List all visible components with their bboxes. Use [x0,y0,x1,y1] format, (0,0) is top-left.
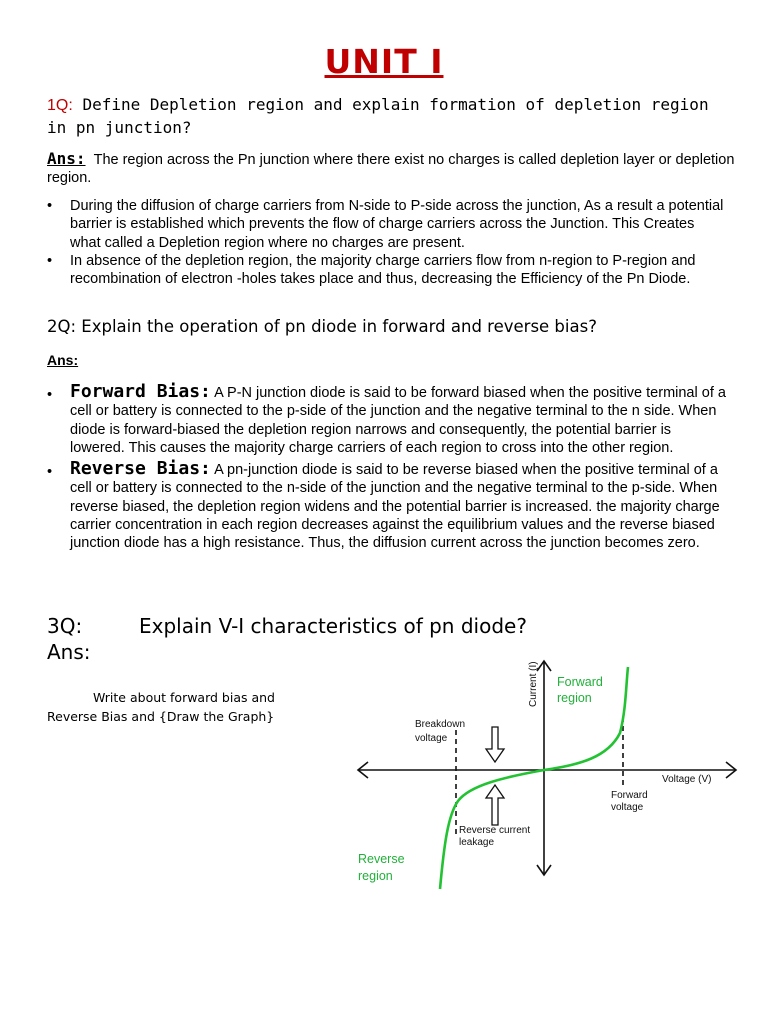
list-item [47,252,727,289]
question-1-text: Define Depletion region and explain formation of depletion region in pn junction? [47,95,709,137]
bullet-text: In absence of the depletion region, the majority charge carriers flow from n-region to P-region and recombination of electron -holes takes place and thus, decreasing the Efficiency of the Pn Diode. [70,252,696,288]
answer-3-label: Ans: [47,640,91,664]
question-2-text: : Explain the operation of pn diode in forward and reverse bias? [70,317,597,336]
forward-voltage-label-1: Forward [611,790,648,801]
list-item [47,383,727,457]
breakdown-label-1: Breakdown [415,719,466,730]
leakage-label-1: Reverse current [459,825,531,836]
forward-region-label-1: Forward [557,675,603,689]
question-3-text: Explain V-I characteristics of pn diode? [139,614,527,638]
answer-1-bullets [47,197,727,288]
forward-bias-label: Forward Bias: [70,381,211,402]
bullet-icon: • [47,198,53,214]
breakdown-label-2: voltage [415,733,448,744]
forward-region-label-2: region [557,691,592,705]
leakage-label-2: leakage [459,837,495,848]
answer-1-text: The region across the Pn junction where there exist no charges is called depletion layer or depletion region. [47,152,735,187]
answer-2-bullets [47,383,727,553]
bullet-text: During the diffusion of charge carriers from N-side to P-side across the junction, As a result a potential barrier is established which prevents the flow of charge carriers across the Junction. This Creates what called a Depletion region where no charges are present. [70,198,724,251]
bullet-icon: • [47,387,53,403]
graph-axes [358,661,736,875]
page-title: UNIT I [324,42,444,81]
question-2 [47,317,747,336]
list-item [47,460,727,552]
down-arrow-icon [486,727,504,762]
reverse-bias-label: Reverse Bias: [70,458,211,480]
x-axis-label: Voltage (V) [662,774,712,785]
y-axis-label: Current (I) [528,661,539,707]
reverse-bias-text: A pn-junction diode is said to be reverse biased when the positive terminal of a cell or battery is connected to the n-side of the junction and the negative terminal to the p-side. When reverse biased, the depletion region widens and the potential barrier is increased. the majority charge carrier concentration in each region decreases against the equilibrium values and the reverse biased junction diode has a high resistance. Thus, the diffusion current across the junction becomes zero. [70,462,720,552]
question-2-number: 2Q [47,317,71,336]
reverse-region-label-1: Reverse [358,852,405,866]
answer-1-label: Ans: [47,149,86,168]
bullet-icon: • [47,252,53,269]
vi-characteristics-graph [340,655,750,895]
bullet-icon: • [47,464,53,481]
forward-voltage-label-2: voltage [611,802,644,813]
reverse-region-label-2: region [358,869,393,883]
answer-2-label: Ans: [47,352,79,368]
question-1 [47,94,737,139]
question-3-number: 3Q: [47,614,83,638]
question-1-number: 1Q: [47,97,73,114]
instruction-line-1: Write about forward bias and [93,690,275,705]
question-3 [47,613,527,639]
instruction-line-2: Reverse Bias and {Draw the Graph} [47,708,275,724]
answer-3-instructions [47,689,327,726]
answer-1 [47,150,737,188]
up-arrow-icon [486,785,504,825]
list-item [47,197,727,252]
forward-bias-text: A P-N junction diode is said to be forward biased when the positive terminal of a cell or battery is connected to the p-side of the junction and the negative terminal to the n side. When diode is forward-biased the depletion region narrows and consequently, the potential barrier is lowered. This causes the majority charge carriers of each region to cross into the other region. [70,385,726,456]
